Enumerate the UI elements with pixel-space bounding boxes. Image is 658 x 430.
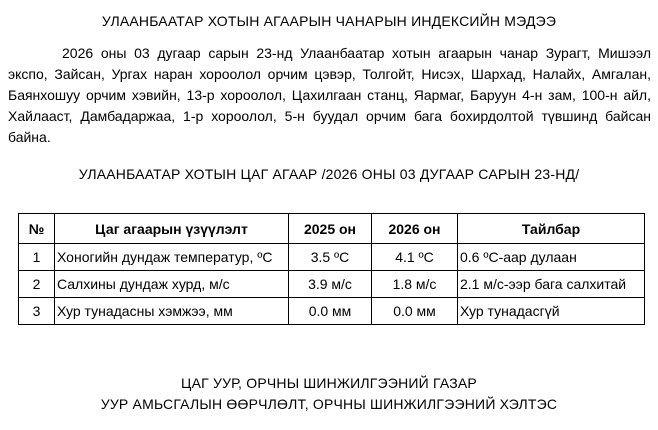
- page-title: УЛААНБААТАР ХОТЫН АГААРЫН ЧАНАРЫН ИНДЕКСИЙН МЭДЭЭ: [101, 13, 557, 29]
- row-value-2026: 1.8 м/с: [372, 271, 458, 298]
- table-header-row: [19, 214, 645, 244]
- row-number: 1: [19, 244, 55, 271]
- row-indicator: Салхины дундаж хурд, м/с: [55, 271, 289, 298]
- row-number: 3: [19, 298, 55, 325]
- air-quality-summary-paragraph: 2026 оны 03 дугаар сарын 23-нд Улаанбаатар хотын агаарын чанар Зурагт, Мишээл экспо, Зайсан, Ургах наран хороолол орчим цэвэр, Толгойт, Нисэх, Шархад, Налайх, Амгалан, Баянхошуу орчим хэвийн, 13-р хороолол, Цахилгаан станц, Яармаг, Баруун 4-н зам, 100-н айл, Хайлааст, Дамбадаржаа, 1-р хороолол, 5-н буудал орчим бага бохирдолтой түвшинд байсан байна.: [8, 45, 651, 145]
- weather-section-heading: УЛААНБААТАР ХОТЫН ЦАГ АГААР /2026 ОНЫ 03 ДУГААР САРЫН 23-НД/: [78, 166, 580, 182]
- table-row: [19, 244, 645, 271]
- footer-department-line: УУР АМЬСГАЛЫН ӨӨРЧЛӨЛТ, ОРЧНЫ ШИНЖИЛГЭЭНИЙ ХЭЛТЭС: [100, 396, 558, 412]
- row-note: 0.6 ºC-аар дулаан: [458, 244, 645, 271]
- column-header-indicator: Цаг агаарын үзүүлэлт: [55, 214, 289, 244]
- row-value-2025: 3.9 м/с: [289, 271, 372, 298]
- column-header-number: №: [19, 214, 55, 244]
- footer-organization-line: ЦАГ УУР, ОРЧНЫ ШИНЖИЛГЭЭНИЙ ГАЗАР: [181, 375, 477, 391]
- document-footer: [0, 373, 658, 415]
- row-value-2026: 4.1 ºC: [372, 244, 458, 271]
- weather-data-table: [18, 213, 645, 325]
- column-header-2025: 2025 он: [289, 214, 372, 244]
- row-value-2026: 0.0 мм: [372, 298, 458, 325]
- row-value-2025: 3.5 ºC: [289, 244, 372, 271]
- column-header-2026: 2026 он: [372, 214, 458, 244]
- row-value-2025: 0.0 мм: [289, 298, 372, 325]
- table-row: [19, 298, 645, 325]
- row-number: 2: [19, 271, 55, 298]
- table-row: [19, 271, 645, 298]
- column-header-note: Тайлбар: [458, 214, 645, 244]
- row-indicator: Хур тунадасны хэмжээ, мм: [55, 298, 289, 325]
- row-note: 2.1 м/с-ээр бага салхитай: [458, 271, 645, 298]
- row-indicator: Хоногийн дундаж температур, ºC: [55, 244, 289, 271]
- row-note: Хур тунадасгүй: [458, 298, 645, 325]
